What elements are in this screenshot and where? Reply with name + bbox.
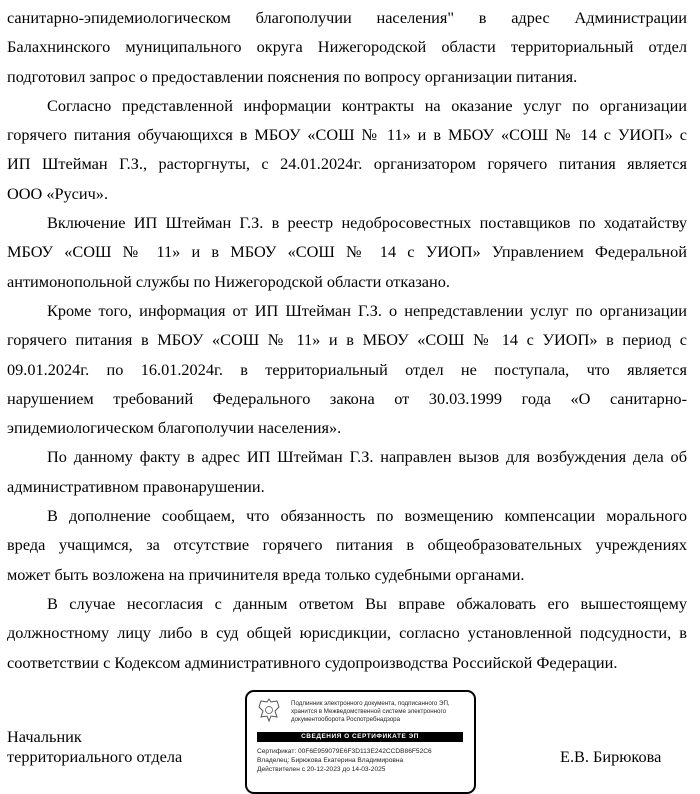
stamp-validity: Действителен с 20-12-2023 до 14-03-2025 bbox=[257, 766, 386, 773]
paragraph-line: санитарно-эпидемиологическом благополучии населения" в адрес Администрации bbox=[7, 8, 687, 27]
paragraph-line: ООО «Русич». bbox=[7, 183, 109, 203]
paragraph-line: Кроме того, информация от ИП Штейман Г.З. о непредставлении услуг по организации bbox=[47, 300, 687, 320]
paragraph-line: В дополнение сообщаем, что обязанность по возмещению компенсации морального bbox=[47, 506, 687, 526]
paragraph-line: вреда учащимся, за отсутствие горячего питания в общеобразовательных учреждениях bbox=[7, 535, 687, 555]
paragraph-line: горячего питания в МБОУ «СОШ № 11» и в МБОУ «СОШ № 14 с УИОП» в период с bbox=[7, 330, 687, 350]
position-line-1: Начальник bbox=[7, 727, 82, 746]
paragraph-line: Согласно представленной информации контракты на оказание услуг по организации bbox=[47, 95, 687, 115]
paragraph-line: 09.01.2024г. по 16.01.2024г. в территориальный отдел не поступала, что является bbox=[7, 359, 687, 379]
position-line-2: территориального отдела bbox=[7, 747, 183, 766]
paragraph-line: МБОУ «СОШ № 11» и в МБОУ «СОШ № 14 с УИОП» Управлением Федеральной bbox=[7, 242, 687, 262]
paragraph-line: соответствии с Кодексом административного судопроизводства Российской Федерации. bbox=[7, 652, 618, 672]
paragraph-line: должностному лицу либо в суд общей юрисдикции, согласно установленной подсудности, в bbox=[7, 623, 687, 643]
paragraph-line: подготовил запрос о предоставлении пояснения по вопросу организации питания. bbox=[7, 66, 578, 86]
paragraph-line: Включение ИП Штейман Г.З. в реестр недобросовестных поставщиков по ходатайству bbox=[47, 213, 687, 233]
paragraph-line: горячего питания обучающихся в МБОУ «СОШ № 11» и в МБОУ «СОШ № 14 с УИОП» с bbox=[7, 125, 687, 145]
signatory-position bbox=[7, 727, 182, 767]
paragraph-line: антимонопольной службы по Нижегородской области отказано. bbox=[7, 271, 450, 291]
coat-of-arms-icon bbox=[257, 697, 281, 723]
stamp-header: СВЕДЕНИЯ О СЕРТИФИКАТЕ ЭП bbox=[257, 732, 463, 742]
paragraph-line: Балахнинского муниципального округа Нижегородской области территориальный отдел bbox=[7, 37, 687, 57]
paragraph-line: эпидемиологическом благополучии населения». bbox=[7, 418, 342, 438]
digital-signature-stamp bbox=[245, 690, 476, 794]
letter-body bbox=[7, 3, 687, 677]
stamp-note bbox=[291, 700, 450, 724]
paragraph-line: ИП Штейман Г.З., расторгнуты, с 24.01.2024г. организатором горячего питания является bbox=[7, 154, 687, 174]
paragraph-line: может быть возложена на причинителя вреда только судебными органами. bbox=[7, 564, 525, 584]
stamp-note-line: документооборота Роспотребнадзора bbox=[291, 716, 401, 723]
paragraph-line: нарушением требований Федерального закона от 30.03.1999 года «О санитарно- bbox=[7, 388, 687, 408]
stamp-certificate: Сертификат: 00F6E959079E6F3D113E242CCDB86F52C6 bbox=[257, 748, 432, 755]
paragraph-line: административном правонарушении. bbox=[7, 476, 265, 496]
signatory-name: Е.В. Бирюкова bbox=[560, 747, 662, 766]
stamp-note-line: Подлинник электронного документа, подписанного ЭП, bbox=[291, 700, 450, 707]
paragraph-line: По данному факту в адрес ИП Штейман Г.З. направлен вызов для возбуждения дела об bbox=[47, 447, 687, 467]
paragraph-line: В случае несогласия с данным ответом Вы вправе обжаловать его вышестоящему bbox=[47, 593, 687, 613]
stamp-note-line: хранится в Межведомственной системе электронного bbox=[291, 708, 447, 715]
stamp-owner: Владелец: Бирюкова Екатерина Владимировна bbox=[257, 757, 404, 764]
